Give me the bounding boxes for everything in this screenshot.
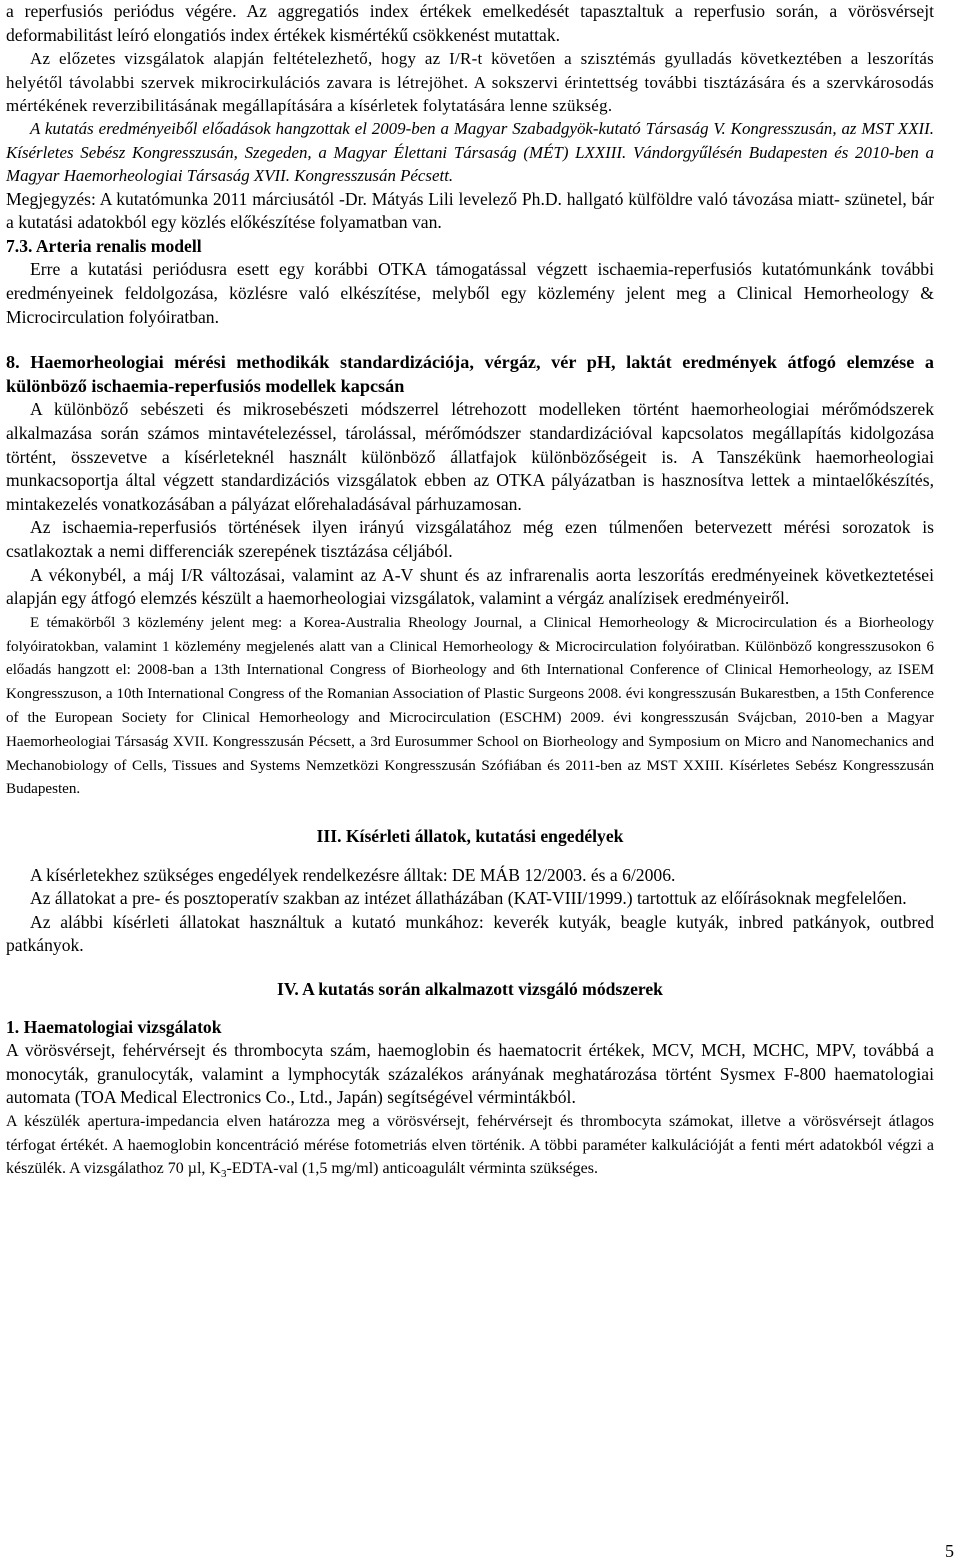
subscript-3: 3 bbox=[220, 1168, 227, 1181]
paragraph-presentations-2009: A kutatás eredményeiből előadások hangzottak el 2009-ben a Magyar Szabadgyök-kutató Társaság V. Kongresszusán, az MST XXII. Kísérletes Sebész Kongresszusán, Szegeden, a Magyar Élettani Társaság (MÉT) LXXIII. Vándorgyűlésén Budapesten és 2010-ben a Magyar Haemorheologiai Társaság XVII. Kongresszusán Pécsett. bbox=[6, 119, 934, 186]
section-heading-1: 1. Haematologiai vizsgálatok bbox=[6, 1016, 222, 1037]
document-page bbox=[6, 0, 934, 1187]
paragraph-haematology: A vörösvérsejt, fehérvérsejt és thrombocyta szám, haemoglobin és haematocrit értékek, MCV, MCH, MCHC, MPV, továbbá a monocyták, granulocyták, valamint a lymphocyták százalékos arányának meghatározása történt Sysmex F-800 haematologiai automata (TOA Medical Electronics Co., Ltd., Japán) segítségével vérmintákból. bbox=[6, 1040, 934, 1108]
paragraph-reperfusion-result: a reperfusiós periódus végére. Az aggregatiós index értékek emelkedését tapasztaltuk a reperfusio során, a vörösvérsejt deformabilitást leíró elongatiós index értékek kismértékű csökkenést mutattak. bbox=[6, 1, 934, 45]
paragraph-permits: A kísérletekhez szükséges engedélyek rendelkezésre álltak: DE MÁB 12/2003. és a 6/2006. bbox=[30, 864, 676, 885]
paragraph-animal-housing: Az állatokat a pre- és posztoperatív szakban az intézet állatházában (KAT-VIII/1999.) tartottuk az előírásoknak megfelelően. bbox=[30, 888, 907, 909]
section-heading-IV: IV. A kutatás során alkalmazott vizsgáló módszerek bbox=[277, 979, 663, 1000]
page-number: 5 bbox=[945, 1541, 954, 1561]
paragraph-sex-differences: Az ischaemia-reperfusiós történések ilyen irányú vizsgálatához még ezen túlmenően betervezett mérési sorozatok is csatlakoztak a nemi differenciák szerepének tisztázása céljából. bbox=[6, 517, 934, 561]
paragraph-instrument-text: A készülék apertura-impedancia elven határozza meg a vörösvérsejt, fehérvérsejt és thrombocyta számokat, illetve a vörösvérsejt átlagos térfogat értékét. A haemoglobin koncentráció mérése fotometriás elven történik. A többi paraméter kalkulációját a fenti mért adatokból végzi a készülék. A vizsgálathoz 70 µl, K bbox=[6, 1113, 934, 1178]
paragraph-systemic-inflammation: Az előzetes vizsgálatok alapján feltételezhető, hogy az I/R-t követően a szisztémás gyulladás következtében a leszorítás helyétől távolabbi szervek mikrocirkulációs zavara is létrejöhet. A sokszervi érintettség további tisztázására és a szervkárosodás mértékének reverzibilitásának megállapítására a kísérletek folytatására lenne szükség. bbox=[6, 49, 934, 115]
paragraph-instrument bbox=[6, 1110, 934, 1187]
paragraph-renal-model: Erre a kutatási periódusra esett egy korábbi OTKA támogatással végzett ischaemia-reperfusiós kutatómunkánk további eredményeinek feldolgozása, közlésre való elkészítése, melyből egy közlemény jelent meg a Clinical Hemorheology & Microcirculation folyóiratban. bbox=[6, 259, 934, 327]
paragraph-standardization: A különböző sebészeti és mikrosebészeti módszerrel létrehozott modelleken történt haemorheologiai mérőmódszerek alkalmazása során számos mintavételezéssel, tárolással, mérőmódszer standardizációval kapcsolatos megállapítás kidolgozása történt, összevetve a kísérleteknél használt különböző állatfajok különbözőségeit is. A Tanszékünk haemorheologiai munkacsoportja által végzett standardizációs vizsgálatok ebben az OTKA pályázatban is hasznosítva lettek a mintaelőkészítés, mintakezelés vonatkozásában a pályázat előrehaladásával párhuzamosan. bbox=[6, 399, 934, 514]
paragraph-instrument-end: -EDTA-val (1,5 mg/ml) anticoagulált vérminta szükséges. bbox=[226, 1160, 598, 1178]
section-heading-8: 8. Haemorheologiai mérési methodikák standardizációja, vérgáz, vér pH, laktát eredmények átfogó elemzése a különböző ischaemia-reperfusiós modellek kapcsán bbox=[6, 352, 934, 396]
paragraph-publications: E témakörből 3 közlemény jelent meg: a Korea-Australia Rheology Journal, a Clinical Hemorheology & Microcirculation és a Biorheology folyóiratokban, valamint 1 közlemény megjelenés alatt van a Clinical Hemorheology & Microcirculation folyóiratban. Különböző kongresszusokon 6 előadás hangzott el: 2008-ban a 13th International Congress of Biorheology and 6th International Conference of Clinical Hemorheology, az ISEM Kongresszuson, a 10th International Congress of the Romanian Association of Plastic Surgeons 2008. évi kongresszusán Bukarestben, a 15th Conference of the European Society for Clinical Hemorheology and Microcirculation (ESCHM) 2009. évi kongresszusán Svájcban, 2010-ben a Magyar Haemorheologiai Társaság XVII. Kongresszusán Pécsett, a 3rd Eurosummer School on Biorheology and Symposium on Micro and Nanomechanics and Mechanobiology of Cells, Tissues and Systems Nemzetközi Kongresszusán Szófiában és 2011-ben az MST XXIII. Kísérletes Sebész Kongresszusán Budapesten. bbox=[6, 614, 934, 798]
paragraph-animals-used: Az alábbi kísérleti állatokat használtuk a kutató munkához: keverék kutyák, beagle kutyák, inbred patkányok, outbred patkányok. bbox=[6, 911, 934, 956]
section-heading-7-3: 7.3. Arteria renalis modell bbox=[6, 235, 202, 256]
paragraph-comprehensive-analysis: A vékonybél, a máj I/R változásai, valamint az A-V shunt és az infrarenalis aorta leszorítás eredményeinek következtetései alapján egy átfogó elemzés készült a haemorheologiai vizsgálatok, valamint a vérgáz analízisek eredményeiről. bbox=[6, 564, 934, 609]
paragraph-note: Megjegyzés: A kutatómunka 2011 márciusától -Dr. Mátyás Lili levelező Ph.D. hallgató külföldre való távozása miatt- szünetel, bár a kutatási adatokból egy közlés előkészítése folyamatban van. bbox=[6, 188, 934, 233]
section-heading-III: III. Kísérleti állatok, kutatási engedélyek bbox=[316, 826, 624, 847]
